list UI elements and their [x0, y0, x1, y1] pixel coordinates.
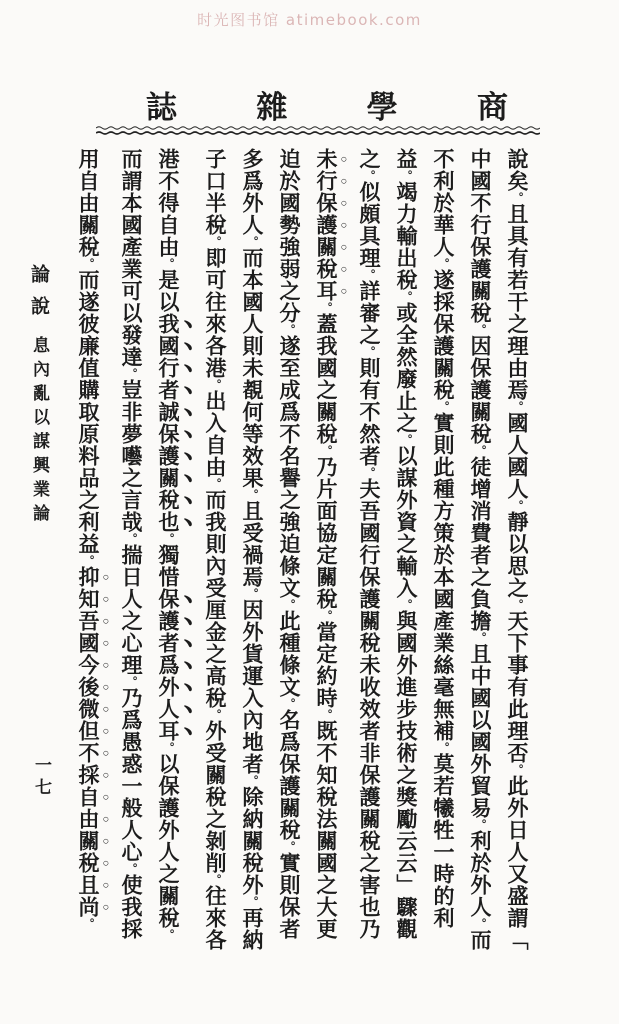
punctuation-mark: 。	[209, 874, 221, 885]
punctuation-mark: 。	[474, 819, 486, 830]
punctuation-mark: 。	[209, 478, 221, 489]
punctuation-mark: 。	[320, 445, 332, 456]
page-number: 一七	[32, 756, 51, 800]
punctuation-mark: 。	[283, 698, 295, 709]
punctuation-mark: 。	[283, 841, 295, 852]
masthead-char: 誌	[146, 90, 177, 125]
text-column: 而謂本國產業可以發達。豈非夢囈之言哉。揣日人之心理。乃爲愚惑一般人心。使我採	[119, 148, 143, 940]
text-column: 迫於國勢強弱之分。遂至成爲不名譽之強迫條文。此種條文。名爲保護關稅。實則保者	[277, 148, 301, 940]
text-column: 之。似頗具理。詳審之。則有不然者。夫吾國行保護關稅未收效者非保護關稅之害也乃	[357, 148, 381, 940]
wavy-line-bottom	[96, 132, 540, 134]
wavy-line-top	[96, 127, 540, 129]
punctuation-mark: 。	[82, 555, 94, 566]
punctuation-mark: 。	[400, 599, 412, 610]
punctuation-mark: 。	[474, 324, 486, 335]
punctuation-mark: 。	[474, 632, 486, 643]
punctuation-mark: 。	[320, 610, 332, 621]
masthead-title	[146, 82, 508, 127]
punctuation-mark: 。	[400, 434, 412, 445]
masthead-rule-wavy-line	[96, 124, 540, 138]
punctuation-mark: 。	[162, 258, 174, 269]
punctuation-mark: 。	[437, 401, 449, 412]
punctuation-mark: 。	[400, 170, 412, 181]
text-column: 子口半稅。即可往來各港。出入自由。而我則內受厘金之高稅。外受關稅之剝削。往來各	[203, 148, 227, 951]
punctuation-mark: 。	[400, 291, 412, 302]
punctuation-mark: 。	[209, 236, 221, 247]
punctuation-mark: 。	[363, 269, 375, 280]
punctuation-mark: 。	[246, 588, 258, 599]
punctuation-mark: 。	[363, 346, 375, 357]
punctuation-mark: 。	[162, 742, 174, 753]
punctuation-mark: 。	[209, 379, 221, 390]
punctuation-mark: 。	[511, 192, 523, 203]
punctuation-mark: 。	[320, 302, 332, 313]
punctuation-mark: 。	[82, 258, 94, 269]
punctuation-mark: 。	[474, 445, 486, 456]
punctuation-mark: 。	[511, 764, 523, 775]
text-column: 說矣。且具有若干之理由焉。國人國人。靜以思之。天下事有此理否。此外日人又盛謂「	[505, 148, 529, 951]
sidebar-article-title: 息內亂以謀興業論	[30, 336, 49, 528]
punctuation-mark: 。	[437, 742, 449, 753]
punctuation-mark: 。	[437, 258, 449, 269]
text-column: 中國不行保護關稅。因保護關稅。徒增消費者之負擔。且中國以國外貿易。利於外人。而	[468, 148, 492, 951]
punctuation-mark: 。	[246, 896, 258, 907]
text-column: 益。竭力輸出稅。或全然廢止之。以謀外資之輸入。與國外進步技術之獎勵云云」驟觀	[394, 148, 418, 940]
punctuation-mark: 。	[125, 863, 137, 874]
text-column: 不利於華人。遂採保護關稅。實則此種方策於本國產業絲毫無補。莫若犧牲一時的利	[431, 148, 455, 929]
punctuation-mark: 。	[363, 467, 375, 478]
punctuation-mark: 。	[283, 599, 295, 610]
punctuation-mark: 。	[125, 368, 137, 379]
text-column: 未行保護關稅耳。蓋我國之關稅。乃片面協定關稅。當定約時。既不知稅法關國之大更	[314, 148, 338, 940]
punctuation-mark: 。	[246, 489, 258, 500]
punctuation-mark: 。	[162, 929, 174, 940]
punctuation-mark: 。	[363, 170, 375, 181]
punctuation-mark: 。	[162, 533, 174, 544]
punctuation-mark: 。	[283, 324, 295, 335]
sidebar-section-label: 論說	[28, 264, 49, 328]
text-columns	[69, 148, 535, 951]
punctuation-mark: 。	[246, 775, 258, 786]
punctuation-mark: 。	[511, 401, 523, 412]
text-column: 多爲外人。而本國人則未覩何等效果。且受禍焉。因外貨運入內地者。除納關稅外。再納	[240, 148, 264, 951]
masthead-char: 商	[476, 90, 508, 125]
masthead-char: 學	[366, 90, 398, 125]
punctuation-mark: 。	[125, 533, 137, 544]
watermark: 时光图书馆 atimebook.com	[197, 11, 422, 29]
punctuation-mark: 。	[511, 500, 523, 511]
text-column: 港不得自由。是以我國行者誠保護關稅也。獨惜保護者爲外人耳。以保護外人之關稅。	[156, 148, 180, 940]
punctuation-mark: 。	[125, 676, 137, 687]
punctuation-mark: 。	[320, 709, 332, 720]
punctuation-mark: 。	[82, 918, 94, 929]
masthead-char: 雜	[256, 90, 288, 125]
punctuation-mark: 。	[511, 599, 523, 610]
punctuation-mark: 。	[209, 709, 221, 720]
punctuation-mark: 。	[246, 236, 258, 247]
text-column: 用自由關稅。而遂彼廉值購取原料品之利益。抑知吾國今後微但不採自由關稅且尚。	[76, 148, 100, 929]
punctuation-mark: 。	[474, 918, 486, 929]
